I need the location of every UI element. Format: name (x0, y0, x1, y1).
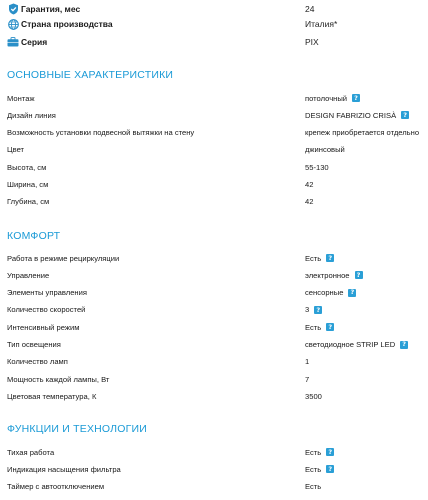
spec-value: крепеж приобретается отдельно (305, 128, 420, 138)
spec-value-wrap (305, 128, 419, 137)
spec-value: светодиодное STRIP LED (305, 340, 396, 349)
spec-value-wrap (305, 305, 322, 314)
spec-label: Цветовая температура, К (7, 391, 97, 401)
spec-label: Цвет (7, 145, 25, 155)
spec-row (0, 301, 428, 318)
spec-value: 7 (305, 374, 310, 384)
spec-value-wrap (305, 163, 329, 172)
spec-value-wrap (305, 323, 334, 332)
spec-label: Таймер с автоотключением (7, 482, 105, 492)
section-title-functions: ФУНКЦИИ И ТЕХНОЛОГИИ (7, 423, 148, 435)
help-icon[interactable]: ? (401, 111, 409, 119)
spec-label: Дизайн линия (7, 110, 56, 120)
spec-value-wrap (305, 94, 360, 103)
spec-row (0, 284, 428, 301)
spec-value: 42 (305, 180, 314, 189)
spec-value: 55-130 (305, 162, 329, 172)
spec-value: Есть (305, 253, 322, 263)
spec-label: Тип освещения (7, 340, 61, 349)
spec-value: 24 (305, 4, 315, 14)
shield-check-icon (7, 3, 19, 15)
spec-label: Страна производства (21, 19, 113, 29)
spec-value: Есть (305, 322, 322, 332)
spec-row (0, 176, 428, 193)
spec-label: Индикация насыщения фильтра (7, 464, 121, 474)
spec-value-wrap (305, 271, 363, 280)
globe-icon (7, 18, 19, 30)
spec-value-wrap (305, 375, 309, 384)
spec-row (0, 90, 428, 107)
spec-value-wrap (305, 448, 334, 457)
spec-value: потолочный (305, 93, 348, 103)
spec-row (0, 353, 428, 370)
spec-row (0, 388, 428, 405)
spec-label: Глубина, см (7, 197, 50, 207)
help-icon[interactable]: ? (326, 323, 334, 331)
spec-label: Управление (7, 270, 50, 280)
spec-value-wrap (305, 482, 321, 491)
spec-value-wrap (305, 180, 313, 189)
help-icon[interactable]: ? (326, 465, 334, 473)
spec-row-series (0, 33, 428, 51)
help-icon[interactable]: ? (326, 448, 334, 456)
spec-label: Высота, см (7, 162, 47, 172)
spec-row (0, 141, 428, 158)
spec-label: Возможность установки подвесной вытяжки на стену (7, 128, 195, 138)
briefcase-icon (7, 36, 19, 48)
spec-label: Интенсивный режим (7, 322, 80, 332)
spec-value: джинсовый (305, 145, 345, 155)
spec-label: Элементы управления (7, 288, 87, 298)
spec-row (0, 124, 428, 141)
spec-value: 3500 (305, 391, 322, 401)
spec-row (0, 159, 428, 176)
section-title-comfort: КОМФОРТ (7, 230, 61, 242)
help-icon[interactable]: ? (400, 341, 408, 349)
spec-row (0, 107, 428, 124)
spec-value-wrap (305, 254, 334, 263)
spec-row (0, 193, 428, 210)
spec-value: Есть (305, 482, 322, 492)
spec-label: Количество скоростей (7, 305, 86, 315)
spec-value: 3 (305, 305, 310, 315)
spec-row-country (0, 15, 428, 33)
spec-value: Есть (305, 464, 322, 474)
spec-value: PIX (305, 37, 319, 47)
spec-label: Гарантия, мес (21, 4, 81, 14)
spec-label: Количество ламп (7, 357, 68, 367)
spec-value-wrap (305, 357, 309, 366)
spec-label: Работа в режиме рециркуляции (7, 253, 120, 263)
spec-value-wrap (305, 111, 409, 120)
help-icon[interactable]: ? (326, 254, 334, 262)
spec-row (0, 319, 428, 336)
help-icon[interactable]: ? (348, 289, 356, 297)
spec-label: Ширина, см (7, 180, 49, 189)
spec-value-wrap (305, 197, 313, 206)
spec-value-wrap (305, 340, 408, 349)
spec-value: Италия* (305, 19, 338, 29)
spec-label: Тихая работа (7, 447, 55, 457)
help-icon[interactable]: ? (355, 271, 363, 279)
spec-row (0, 336, 428, 353)
spec-value-wrap (305, 288, 356, 297)
help-icon[interactable]: ? (352, 94, 360, 102)
spec-value-wrap (305, 145, 345, 154)
spec-label: Монтаж (7, 93, 35, 103)
spec-row (0, 250, 428, 267)
spec-label: Серия (21, 37, 48, 47)
spec-value: 1 (305, 357, 310, 367)
spec-row (0, 444, 428, 461)
spec-value-wrap (305, 392, 322, 401)
spec-row (0, 371, 428, 388)
help-icon[interactable]: ? (314, 306, 322, 314)
spec-row (0, 478, 428, 495)
spec-value: сенсорные (305, 288, 344, 298)
spec-value-wrap (305, 465, 334, 474)
spec-value: Есть (305, 447, 322, 457)
spec-value: 42 (305, 197, 314, 207)
section-title-main: ОСНОВНЫЕ ХАРАКТЕРИСТИКИ (7, 69, 174, 81)
spec-row (0, 267, 428, 284)
spec-label: Мощность каждой лампы, Вт (7, 374, 110, 384)
spec-value: электронное (305, 270, 350, 280)
spec-row (0, 461, 428, 478)
spec-value: DESIGN FABRIZIO CRISÀ (305, 110, 397, 120)
